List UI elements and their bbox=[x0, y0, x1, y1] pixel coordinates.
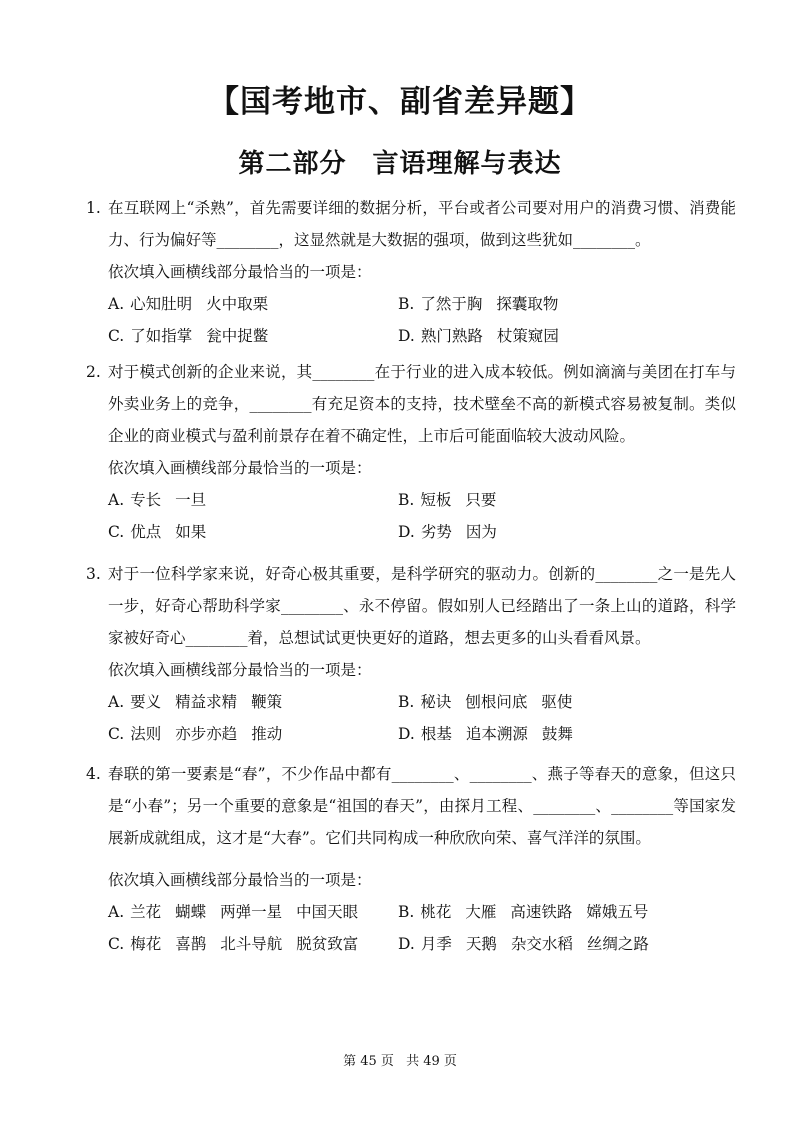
page-total: 共 49 页 bbox=[406, 1054, 457, 1069]
option-a[interactable]: A. 要义 精益求精 鞭策 bbox=[108, 693, 283, 711]
question-2 bbox=[86, 356, 736, 548]
question-stem: 春联的第一要素是“春”，不少作品中都有________、________、燕子等春天的意象，但这只是“小春”；另一个重要的意象是“祖国的春天”，由探月工程、________、________等国家发展新成就组成，这才是“大春”。它们共同构成一种欣欣向荣、喜气洋洋的氛围。 bbox=[108, 765, 736, 847]
option-c[interactable]: C. 优点 如果 bbox=[108, 523, 207, 541]
option-a[interactable]: A. 心知肚明 火中取栗 bbox=[108, 295, 269, 313]
option-b[interactable]: B. 短板 只要 bbox=[398, 491, 497, 509]
section-part: 第二部分 bbox=[238, 149, 347, 179]
option-c[interactable]: C. 梅花 喜鹊 北斗导航 脱贫致富 bbox=[108, 935, 359, 953]
page-number: 第 45 页 bbox=[343, 1054, 394, 1069]
section-heading bbox=[0, 143, 800, 180]
option-a[interactable]: A. 兰花 蝴蝶 两弹一星 中国天眼 bbox=[108, 903, 359, 921]
question-number: 2. bbox=[86, 363, 101, 381]
question-stem: 对于一位科学家来说，好奇心极其重要，是科学研究的驱动力。创新的________之一是先人一步，好奇心帮助科学家________、永不停留。假如别人已经踏出了一条上山的道路，科学家被好奇心________着，总想试试更快更好的道路，想去更多的山头看看风景。 bbox=[108, 565, 736, 647]
question-number: 4. bbox=[86, 765, 101, 783]
question-3 bbox=[86, 558, 736, 750]
options bbox=[108, 484, 736, 548]
question-4 bbox=[86, 758, 736, 960]
options bbox=[108, 896, 736, 960]
option-d[interactable]: D. 劣势 因为 bbox=[398, 523, 497, 541]
options bbox=[108, 288, 736, 352]
option-b[interactable]: B. 了然于胸 探囊取物 bbox=[398, 295, 559, 313]
option-d[interactable]: D. 根基 追本溯源 鼓舞 bbox=[398, 725, 573, 743]
option-a[interactable]: A. 专长 一旦 bbox=[108, 491, 207, 509]
option-c[interactable]: C. 了如指掌 瓮中捉鳖 bbox=[108, 327, 269, 345]
options bbox=[108, 686, 736, 750]
question-1 bbox=[86, 192, 736, 352]
question-number: 3. bbox=[86, 565, 101, 583]
question-stem: 在互联网上“杀熟”，首先需要详细的数据分析，平台或者公司要对用户的消费习惯、消费能力、行为偏好等________，这显然就是大数据的强项，做到这些犹如________。 bbox=[108, 199, 736, 249]
question-number: 1. bbox=[86, 199, 101, 217]
option-d[interactable]: D. 月季 天鹅 杂交水稻 丝绸之路 bbox=[398, 935, 649, 953]
question-prompt: 依次填入画横线部分最恰当的一项是： bbox=[108, 661, 372, 679]
option-b[interactable]: B. 秘诀 刨根问底 驱使 bbox=[398, 693, 573, 711]
question-stem: 对于模式创新的企业来说，其________在于行业的进入成本较低。例如滴滴与美团在打车与外卖业务上的竞争，________有充足资本的支持，技术壁垒不高的新模式容易被复制。类似企业的商业模式与盈利前景存在着不确定性，上市后可能面临较大波动风险。 bbox=[108, 363, 736, 445]
question-prompt: 依次填入画横线部分最恰当的一项是： bbox=[108, 871, 372, 889]
option-d[interactable]: D. 熟门熟路 杖策窥园 bbox=[398, 327, 559, 345]
section-name: 言语理解与表达 bbox=[372, 149, 562, 179]
question-prompt: 依次填入画横线部分最恰当的一项是： bbox=[108, 459, 372, 477]
page-footer bbox=[0, 1050, 800, 1069]
page-title: 【国考地市、副省差异题】 bbox=[208, 84, 592, 120]
option-b[interactable]: B. 桃花 大雁 高速铁路 嫦娥五号 bbox=[398, 903, 649, 921]
option-c[interactable]: C. 法则 亦步亦趋 推动 bbox=[108, 725, 283, 743]
question-prompt: 依次填入画横线部分最恰当的一项是： bbox=[108, 263, 372, 281]
